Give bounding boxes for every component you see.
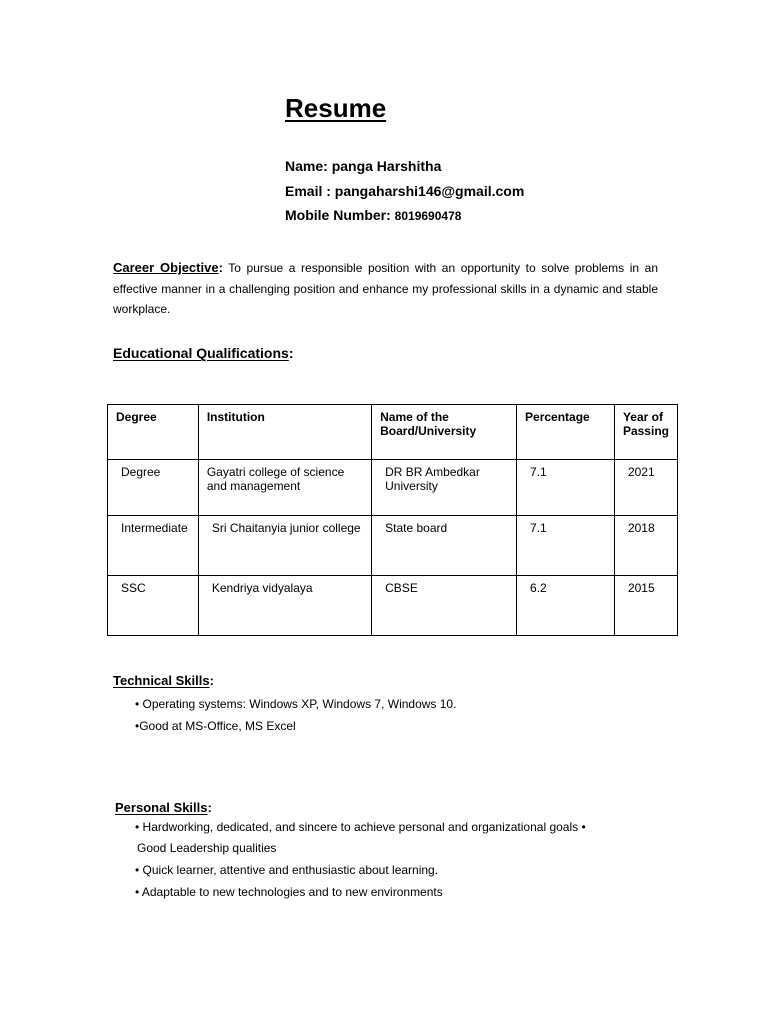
list-item: • Operating systems: Windows XP, Windows 7, Windows 10.	[135, 697, 457, 711]
email-value: pangaharshi146@gmail.com	[334, 183, 525, 199]
resume-title: Resume	[285, 93, 387, 123]
education-heading-colon: :	[288, 345, 294, 361]
personal-skills-heading	[115, 800, 212, 815]
personal-skills-heading-colon: :	[207, 800, 212, 815]
column-header-percentage: Percentage	[517, 405, 615, 460]
education-heading-text: Educational Qualifications	[113, 345, 289, 361]
technical-skills-heading-colon: :	[209, 673, 214, 688]
career-objective-heading: Career Objective	[113, 260, 219, 275]
table-cell: SSC	[108, 576, 199, 636]
technical-skills-heading	[113, 673, 214, 688]
personal-skills-heading-text: Personal Skills	[115, 800, 208, 815]
mobile-line	[285, 207, 461, 223]
table-cell: Kendriya vidyalaya	[198, 576, 371, 636]
table-cell: 2021	[614, 460, 677, 516]
name-value: panga Harshitha	[331, 158, 442, 174]
career-objective-colon: :	[218, 260, 223, 275]
career-objective	[113, 258, 658, 320]
table-cell: Degree	[108, 460, 199, 516]
table-cell: 7.1	[517, 516, 615, 576]
table-cell: Gayatri college of science and management	[198, 460, 371, 516]
education-table	[107, 404, 678, 636]
table-header-row	[108, 405, 678, 460]
technical-skills-heading-text: Technical Skills	[113, 673, 210, 688]
mobile-value: 8019690478	[394, 209, 462, 223]
column-header-degree: Degree	[108, 405, 199, 460]
table-cell: 2018	[614, 516, 677, 576]
table-cell: Sri Chaitanyia junior college	[198, 516, 371, 576]
list-item: • Adaptable to new technologies and to new environments	[135, 885, 443, 899]
name-label: Name:	[285, 158, 332, 174]
column-header-institution: Institution	[198, 405, 371, 460]
mobile-label: Mobile Number:	[285, 207, 395, 223]
table-row	[108, 516, 678, 576]
table-cell: 6.2	[517, 576, 615, 636]
table-row	[108, 576, 678, 636]
column-header-year: Year of Passing	[614, 405, 677, 460]
table-cell: CBSE	[372, 576, 517, 636]
email-label: Email :	[285, 183, 335, 199]
name-line	[285, 158, 441, 174]
table-cell: 7.1	[517, 460, 615, 516]
table-row	[108, 460, 678, 516]
education-heading	[113, 345, 293, 361]
column-header-board: Name of the Board/University	[372, 405, 517, 460]
list-item: Good Leadership qualities	[137, 841, 277, 855]
email-line	[285, 183, 524, 199]
list-item: • Hardworking, dedicated, and sincere to achieve personal and organizational goals •	[135, 820, 586, 834]
table-cell: State board	[372, 516, 517, 576]
list-item: •Good at MS-Office, MS Excel	[135, 719, 296, 733]
table-cell: Intermediate	[108, 516, 199, 576]
table-cell: DR BR Ambedkar University	[372, 460, 517, 516]
table-cell: 2015	[614, 576, 677, 636]
list-item: • Quick learner, attentive and enthusiastic about learning.	[135, 863, 439, 877]
career-objective-text: To pursue a responsible position with an opportunity to solve problems in an effective manner in a challenging position and enhance my professional skills in a dynamic and stable workplace.	[113, 261, 658, 316]
